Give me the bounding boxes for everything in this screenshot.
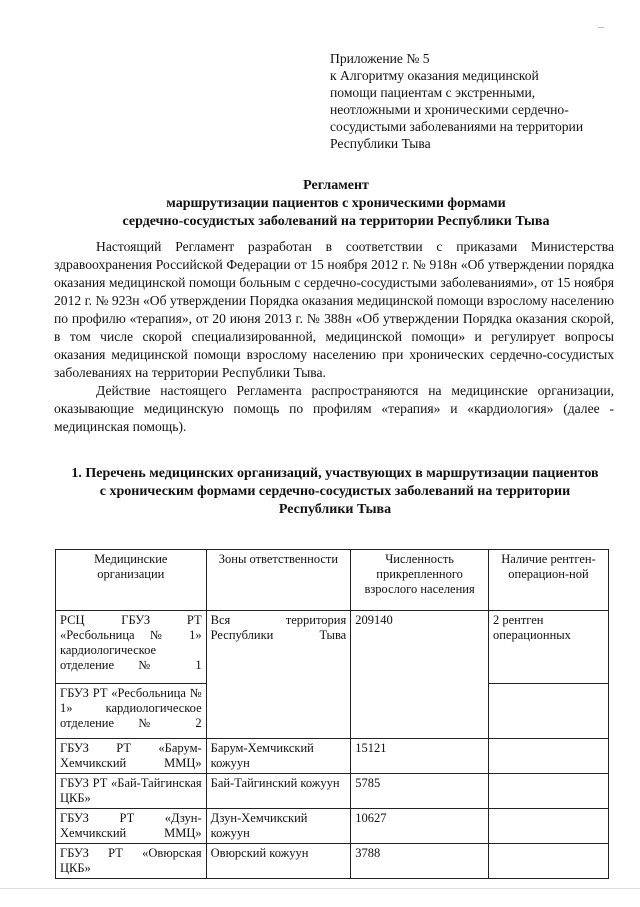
annex-heading — [330, 50, 620, 152]
cell-xray: 2 рентген операционных — [488, 611, 608, 684]
header-xray: Наличие рентген-операцион-ной — [488, 550, 608, 611]
cell-org: ГБУЗ РТ «Бай-Тайгинская ЦКБ» — [56, 774, 207, 809]
cell-org: ГБУЗ РТ «Барум-Хемчикский ММЦ» — [56, 739, 207, 774]
cell-population: 3788 — [351, 844, 489, 879]
table-row — [56, 809, 609, 844]
annex-line: Республики Тыва — [330, 136, 431, 151]
cell-zone: Дзун-Хемчикский кожуун — [206, 809, 351, 844]
cell-population: 15121 — [351, 739, 489, 774]
cell-xray — [488, 684, 608, 739]
cell-org: ГБУЗ РТ «Дзун-Хемчикский ММЦ» — [56, 809, 207, 844]
organizations-table — [55, 549, 609, 879]
cell-population: 10627 — [351, 809, 489, 844]
cell-org: РСЦ ГБУЗ РТ «Ресбольница № 1» кардиологическое отделение № 1 — [56, 611, 207, 684]
document-title — [60, 177, 612, 231]
table-row — [56, 774, 609, 809]
cell-zone: Бай-Тайгинский кожуун — [206, 774, 351, 809]
cell-zone: Вся территория Республики Тыва — [206, 611, 351, 739]
table-row — [56, 739, 609, 774]
cell-population: 5785 — [351, 774, 489, 809]
cell-xray — [488, 809, 608, 844]
cell-zone: Овюрский кожуун — [206, 844, 351, 879]
cell-zone: Барум-Хемчикский кожуун — [206, 739, 351, 774]
cell-xray — [488, 844, 608, 879]
cell-population: 209140 — [351, 611, 489, 739]
intro-text — [54, 238, 614, 436]
cell-org: ГБУЗ РТ «Овюрская ЦКБ» — [56, 844, 207, 879]
table-row — [56, 611, 609, 684]
scan-mark — [598, 27, 604, 28]
intro-paragraph: Настоящий Регламент разработан в соответствии с приказами Министерства здравоохранения Российской Федерации от 15 ноября 2012 г. № 918н «Об утверждении порядка оказания медицинской помощи больным с сердечно-сосудистыми заболеваниями», от 15 ноября 2012 г. № 923н «Об утверждении Порядка оказания медицинской помощи взрослому населению по профилю «терапия», от 20 июня 2013 г. № 388н «Об утверждении Порядка оказания скорой, в том числе скорой специализированной, медицинской помощи» и регулирует вопросы оказания медицинской помощи взрослому населению при хронических сердечно-сосудистых заболеваниях на территории Республики Тыва. — [54, 239, 614, 380]
annex-line: Приложение № 5 — [330, 51, 430, 66]
header-population: Численность прикрепленного взрослого населения — [351, 550, 489, 611]
title-line: сердечно-сосудистых заболеваний на территории Республики Тыва — [122, 214, 550, 229]
table-header-row — [56, 550, 609, 611]
section-title: 1. Перечень медицинских организаций, участвующих в маршрутизации пациентов с хроническим формами сердечно-сосудистых заболеваний на территории Республики Тыва — [71, 466, 599, 517]
cell-xray — [488, 774, 608, 809]
cell-org: ГБУЗ РТ «Ресбольница № 1» кардиологическое отделение № 2 — [56, 684, 207, 739]
annex-line: помощи пациентам с экстренными, — [330, 85, 536, 100]
intro-paragraph: Действие настоящего Регламента распространяются на медицинские организации, оказывающие медицинскую помощь по профилям «терапия» и «кардиология» (далее - медицинская помощь). — [54, 383, 614, 434]
title-line: маршрутизации пациентов с хроническими формами — [166, 196, 506, 211]
header-zones: Зоны ответственности — [206, 550, 351, 611]
annex-line: к Алгоритму оказания медицинской — [330, 68, 539, 83]
annex-line: сосудистыми заболеваниями на территории — [330, 119, 584, 134]
table-row — [56, 844, 609, 879]
page-bottom-edge — [0, 888, 640, 889]
annex-line: неотложными и хроническими сердечно- — [330, 102, 569, 117]
title-line: Регламент — [303, 178, 369, 193]
header-organizations: Медицинские организации — [56, 550, 207, 611]
cell-xray — [488, 739, 608, 774]
